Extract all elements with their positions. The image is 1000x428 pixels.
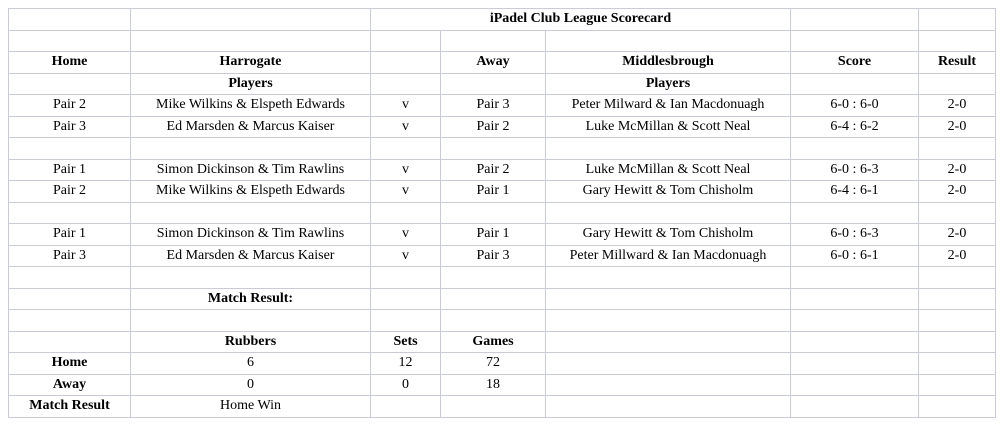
score-cell: 6-0 : 6-0 (791, 95, 919, 117)
empty-cell (441, 138, 546, 160)
empty-cell (9, 9, 131, 31)
empty-cell (791, 267, 919, 289)
games-value: 18 (441, 374, 546, 396)
empty-cell (441, 267, 546, 289)
vs-cell: v (371, 224, 441, 246)
players-header-row (9, 73, 996, 95)
away-pair-cell: Pair 1 (441, 224, 546, 246)
away-team-name: Middlesbrough (546, 52, 791, 74)
games-value (441, 396, 546, 418)
empty-cell (546, 374, 791, 396)
sets-value: 12 (371, 353, 441, 375)
empty-cell (371, 30, 441, 52)
games-value: 72 (441, 353, 546, 375)
empty-cell (546, 353, 791, 375)
away-pair-cell: Pair 2 (441, 116, 546, 138)
summary-row-label: Home (9, 353, 131, 375)
match-row (9, 95, 996, 117)
empty-cell (919, 202, 996, 224)
empty-cell (9, 202, 131, 224)
spacer-row (9, 267, 996, 289)
summary-row (9, 396, 996, 418)
empty-cell (131, 9, 371, 31)
spacer-row (9, 310, 996, 332)
result-cell: 2-0 (919, 95, 996, 117)
empty-cell (546, 310, 791, 332)
empty-cell (546, 288, 791, 310)
empty-cell (9, 30, 131, 52)
vs-cell: v (371, 159, 441, 181)
empty-cell (441, 310, 546, 332)
sets-value (371, 396, 441, 418)
team-header-row (9, 52, 996, 74)
rubbers-value: 0 (131, 374, 371, 396)
empty-cell (791, 396, 919, 418)
empty-cell (9, 310, 131, 332)
away-pair-cell: Pair 3 (441, 95, 546, 117)
result-cell: 2-0 (919, 224, 996, 246)
away-players-cell: Gary Hewitt & Tom Chisholm (546, 224, 791, 246)
empty-cell (371, 52, 441, 74)
away-label: Away (441, 52, 546, 74)
empty-cell (546, 138, 791, 160)
empty-cell (919, 331, 996, 353)
empty-cell (546, 30, 791, 52)
score-cell: 6-4 : 6-1 (791, 181, 919, 203)
result-cell: 2-0 (919, 181, 996, 203)
home-players-cell: Simon Dickinson & Tim Rawlins (131, 159, 371, 181)
scorecard-table (8, 8, 996, 418)
empty-cell (9, 138, 131, 160)
away-players-cell: Peter Millward & Ian Macdonuagh (546, 245, 791, 267)
empty-cell (371, 202, 441, 224)
empty-cell (546, 202, 791, 224)
home-pair-cell: Pair 3 (9, 116, 131, 138)
empty-cell (131, 30, 371, 52)
score-cell: 6-0 : 6-3 (791, 159, 919, 181)
empty-cell (371, 73, 441, 95)
match-row (9, 224, 996, 246)
empty-cell (441, 288, 546, 310)
empty-cell (919, 396, 996, 418)
summary-row-label: Away (9, 374, 131, 396)
home-pair-cell: Pair 2 (9, 181, 131, 203)
spacer-row (9, 138, 996, 160)
home-players-cell: Ed Marsden & Marcus Kaiser (131, 245, 371, 267)
home-team-name: Harrogate (131, 52, 371, 74)
empty-cell (546, 331, 791, 353)
empty-cell (9, 288, 131, 310)
empty-cell (919, 310, 996, 332)
match-result-heading-row (9, 288, 996, 310)
empty-cell (371, 138, 441, 160)
score-cell: 6-0 : 6-1 (791, 245, 919, 267)
empty-cell (919, 138, 996, 160)
vs-cell: v (371, 245, 441, 267)
home-pair-cell: Pair 3 (9, 245, 131, 267)
vs-cell: v (371, 95, 441, 117)
away-players-cell: Luke McMillan & Scott Neal (546, 159, 791, 181)
away-pair-cell: Pair 3 (441, 245, 546, 267)
spacer-row (9, 30, 996, 52)
empty-cell (371, 288, 441, 310)
home-players-cell: Simon Dickinson & Tim Rawlins (131, 224, 371, 246)
empty-cell (791, 9, 919, 31)
score-cell: 6-4 : 6-2 (791, 116, 919, 138)
match-row (9, 159, 996, 181)
home-pair-cell: Pair 1 (9, 159, 131, 181)
summary-row (9, 374, 996, 396)
empty-cell (919, 30, 996, 52)
empty-cell (919, 267, 996, 289)
empty-cell (791, 288, 919, 310)
match-row (9, 181, 996, 203)
away-players-cell: Luke McMillan & Scott Neal (546, 116, 791, 138)
empty-cell (131, 267, 371, 289)
empty-cell (791, 331, 919, 353)
empty-cell (791, 73, 919, 95)
result-cell: 2-0 (919, 159, 996, 181)
empty-cell (131, 202, 371, 224)
empty-cell (131, 310, 371, 332)
empty-cell (441, 30, 546, 52)
empty-cell (9, 331, 131, 353)
summary-row (9, 353, 996, 375)
games-header: Games (441, 331, 546, 353)
match-result-value: Home Win (131, 396, 371, 418)
sets-header: Sets (371, 331, 441, 353)
score-cell: 6-0 : 6-3 (791, 224, 919, 246)
away-players-cell: Gary Hewitt & Tom Chisholm (546, 181, 791, 203)
title-row (9, 9, 996, 31)
empty-cell (131, 138, 371, 160)
empty-cell (919, 9, 996, 31)
empty-cell (546, 396, 791, 418)
empty-cell (9, 73, 131, 95)
away-players-cell: Peter Milward & Ian Macdonuagh (546, 95, 791, 117)
result-cell: 2-0 (919, 245, 996, 267)
home-label: Home (9, 52, 131, 74)
empty-cell (546, 267, 791, 289)
result-cell: 2-0 (919, 116, 996, 138)
empty-cell (371, 310, 441, 332)
match-result-heading: Match Result: (131, 288, 371, 310)
empty-cell (919, 353, 996, 375)
spacer-row (9, 202, 996, 224)
summary-row-label: Match Result (9, 396, 131, 418)
empty-cell (791, 202, 919, 224)
scorecard-sheet (8, 8, 996, 418)
empty-cell (919, 288, 996, 310)
match-row (9, 116, 996, 138)
page-title: iPadel Club League Scorecard (371, 9, 791, 31)
empty-cell (919, 73, 996, 95)
away-pair-cell: Pair 1 (441, 181, 546, 203)
empty-cell (791, 30, 919, 52)
empty-cell (919, 374, 996, 396)
rubbers-value: 6 (131, 353, 371, 375)
summary-header-row (9, 331, 996, 353)
empty-cell (791, 374, 919, 396)
home-pair-cell: Pair 2 (9, 95, 131, 117)
empty-cell (791, 353, 919, 375)
match-row (9, 245, 996, 267)
home-pair-cell: Pair 1 (9, 224, 131, 246)
away-pair-cell: Pair 2 (441, 159, 546, 181)
home-players-cell: Mike Wilkins & Elspeth Edwards (131, 95, 371, 117)
home-players-cell: Mike Wilkins & Elspeth Edwards (131, 181, 371, 203)
away-players-header: Players (546, 73, 791, 95)
home-players-cell: Ed Marsden & Marcus Kaiser (131, 116, 371, 138)
result-header: Result (919, 52, 996, 74)
vs-cell: v (371, 181, 441, 203)
empty-cell (9, 267, 131, 289)
empty-cell (791, 310, 919, 332)
score-header: Score (791, 52, 919, 74)
home-players-header: Players (131, 73, 371, 95)
empty-cell (441, 73, 546, 95)
rubbers-header: Rubbers (131, 331, 371, 353)
empty-cell (371, 267, 441, 289)
sets-value: 0 (371, 374, 441, 396)
empty-cell (441, 202, 546, 224)
empty-cell (791, 138, 919, 160)
vs-cell: v (371, 116, 441, 138)
